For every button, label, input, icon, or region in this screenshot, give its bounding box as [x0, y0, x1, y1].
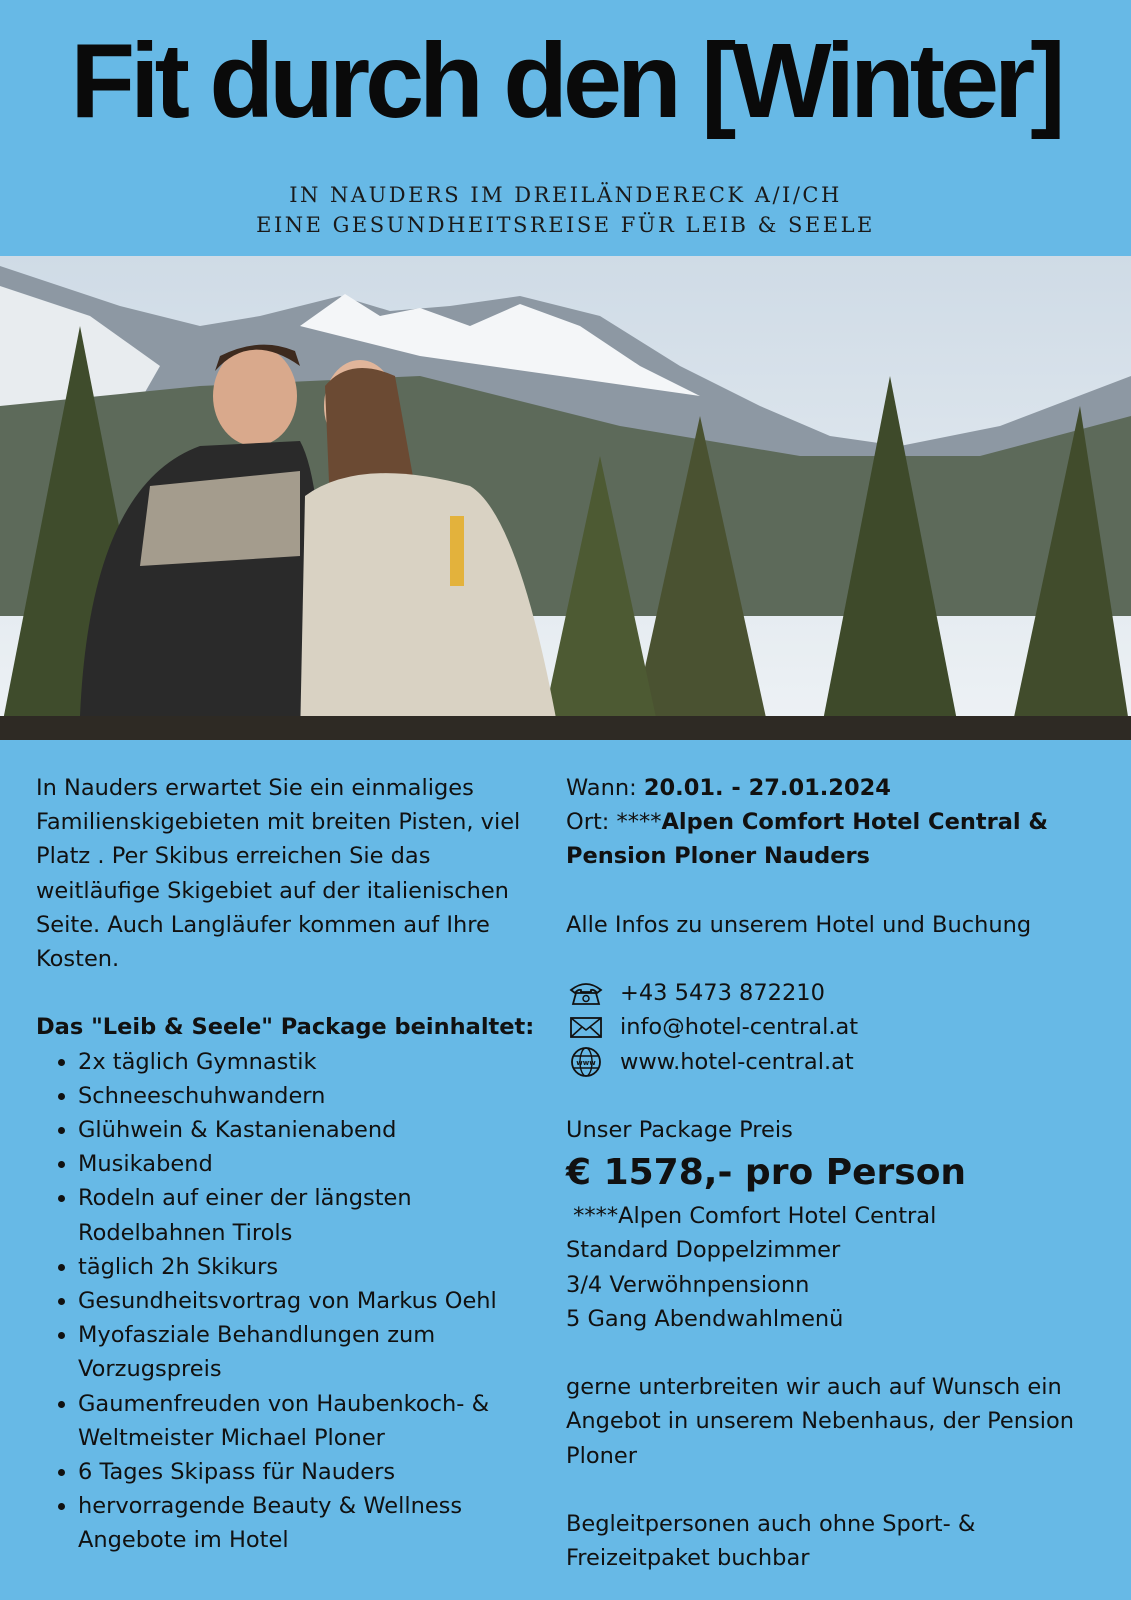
- package-item: • 2x täglich Gymnastik: [78, 1045, 546, 1079]
- location-label: Ort: ****: [566, 809, 662, 836]
- email-link[interactable]: info@hotel-central.at: [620, 1014, 859, 1041]
- right-column: [566, 771, 1126, 1575]
- price-hotel: ****Alpen Comfort Hotel Central: [566, 1203, 937, 1230]
- info-text: Alle Infos zu unserem Hotel und Buchung: [566, 911, 1032, 938]
- package-item: • Schneeschuhwandern: [78, 1079, 546, 1113]
- package-heading: Das "Leib & Seele" Package beinhaltet:: [36, 1014, 535, 1041]
- package-item: • Musikabend: [78, 1147, 546, 1181]
- price-room: Standard Doppelzimmer: [566, 1237, 841, 1264]
- package-item: • Gaumenfreuden von Haubenkoch- & Weltmeister Michael Ploner: [78, 1387, 546, 1455]
- website-link[interactable]: www.hotel-central.at: [620, 1048, 854, 1075]
- envelope-icon: [566, 1012, 606, 1042]
- date-label: Wann:: [566, 775, 644, 801]
- globe-icon: [566, 1047, 606, 1077]
- date-value: 20.01. - 27.01.2024: [643, 775, 891, 801]
- svg-text:www: www: [576, 1058, 596, 1067]
- package-item: • Glühwein & Kastanienabend: [78, 1113, 546, 1147]
- contact-web: [566, 1045, 1126, 1079]
- package-item: • täglich 2h Skikurs: [78, 1250, 546, 1284]
- package-item: • 6 Tages Skipass für Nauders: [78, 1455, 546, 1489]
- location-line: [566, 805, 1126, 873]
- alternative-offer-text: gerne unterbreiten wir auch auf Wunsch ein Angebot in unserem Nebenhaus, der Pension Ploner: [566, 1374, 1075, 1469]
- subtitle-line-tagline: EINE GESUNDHEITSREISE FÜR LEIB & SEELE: [256, 213, 875, 237]
- subtitle: [0, 180, 1131, 240]
- hero-photo-couple-winter-alps: [0, 256, 1131, 740]
- companions-text: Begleitpersonen auch ohne Sport- & Freizeitpaket buchbar: [566, 1510, 976, 1572]
- date-line: [566, 771, 1126, 805]
- price-menu: 5 Gang Abendwahlmenü: [566, 1305, 844, 1332]
- contact-email: [566, 1010, 1126, 1044]
- left-column: [36, 771, 546, 1558]
- location-value: Alpen Comfort Hotel Central & Pension Ploner Nauders: [566, 809, 1049, 870]
- price-board: 3/4 Verwöhnpensionn: [566, 1271, 810, 1298]
- telephone-icon: [566, 978, 606, 1008]
- contact-phone: [566, 976, 1126, 1010]
- package-list: [36, 1045, 546, 1558]
- page-title: Fit durch den [Winter]: [70, 22, 1061, 140]
- subtitle-line-location: IN NAUDERS IM DREILÄNDERECK A/I/CH: [289, 183, 842, 207]
- price-value: € 1578,- pro Person: [566, 1152, 967, 1194]
- package-item: • Gesundheitsvortrag von Markus Oehl: [78, 1284, 546, 1318]
- phone-link[interactable]: +43 5473 872210: [620, 980, 825, 1007]
- package-item: • Myofasziale Behandlungen zum Vorzugspreis: [78, 1318, 546, 1386]
- intro-text: In Nauders erwartet Sie ein einmaliges Familienskigebieten mit breiten Pisten, viel Platz . Per Skibus erreichen Sie das weitläufige Skigebiet auf der italienischen Seite. Auch Langläufer kommen auf Ihre Kosten.: [36, 775, 521, 973]
- package-item: • Rodeln auf einer der längsten Rodelbahnen Tirols: [78, 1181, 546, 1249]
- price-label: Unser Package Preis: [566, 1116, 793, 1143]
- hero-photo-illustration: [0, 256, 1131, 740]
- package-item: • hervorragende Beauty & Wellness Angebote im Hotel: [78, 1489, 546, 1557]
